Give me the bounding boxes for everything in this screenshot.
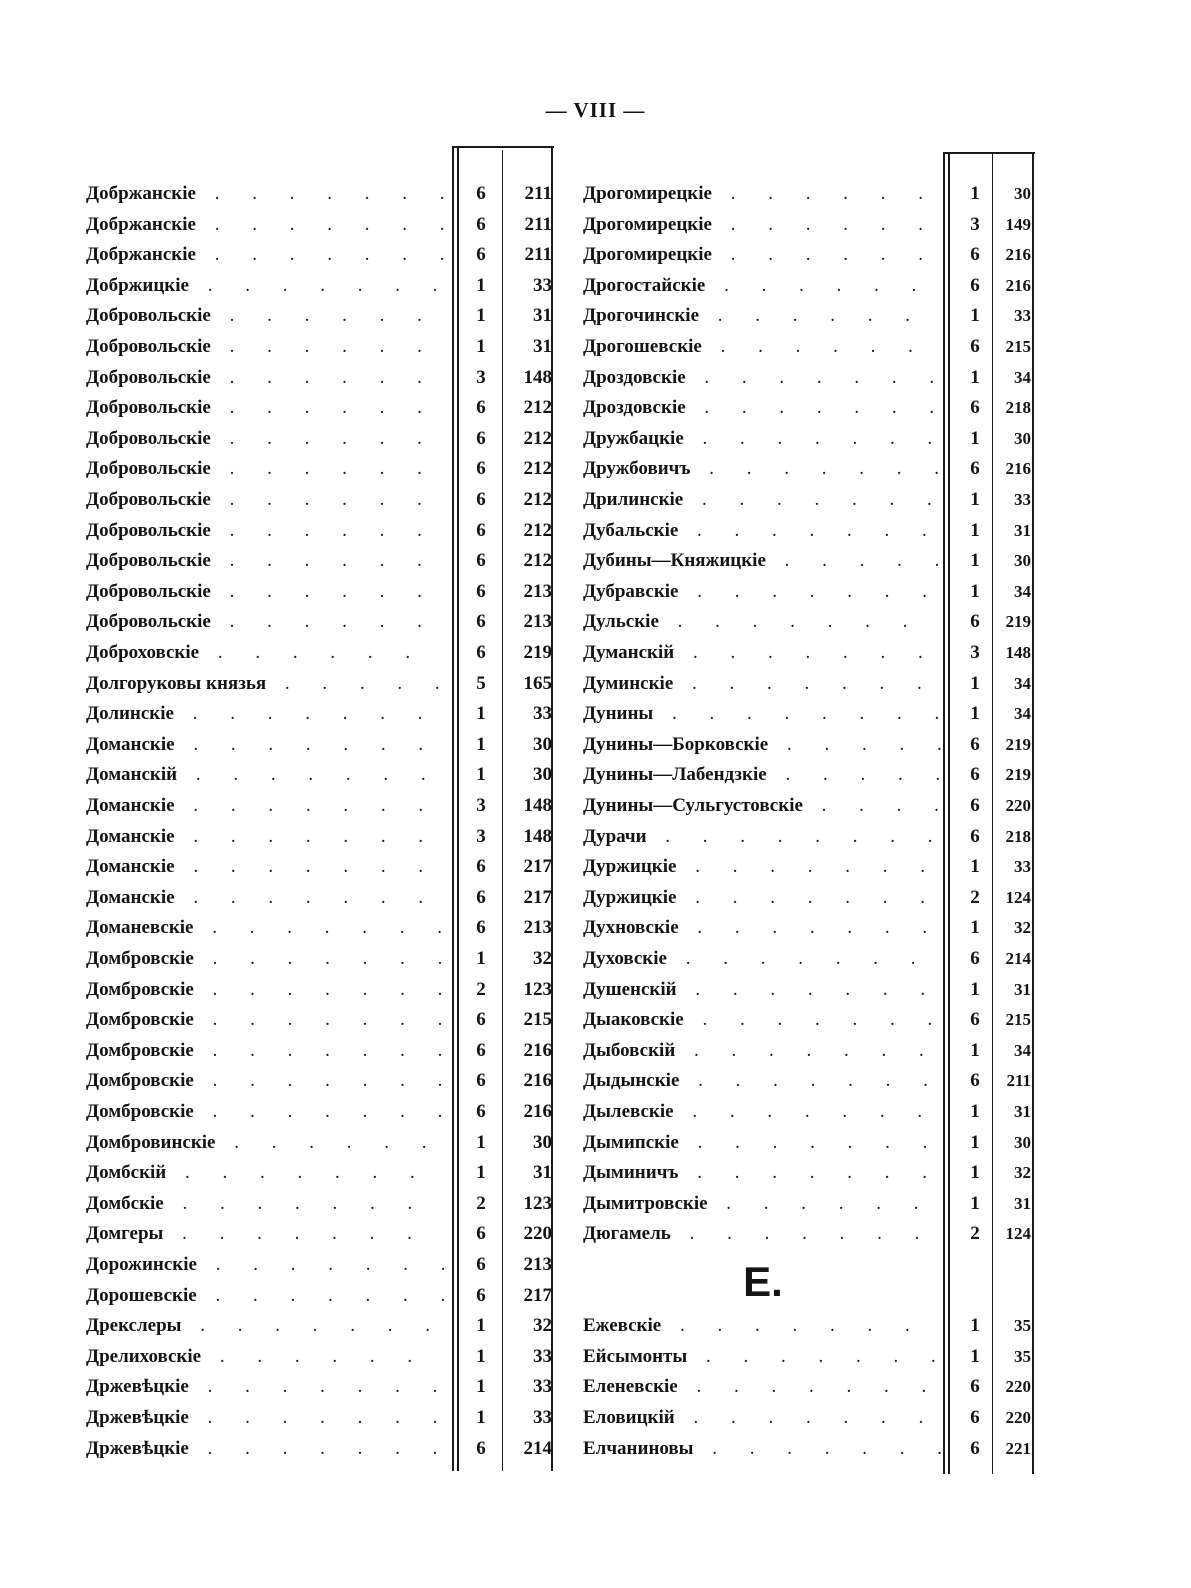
entry-name: Добржанскіе . . <box>86 241 444 269</box>
page-reference: 213 <box>523 1254 552 1275</box>
volume-number: 5 <box>476 672 486 694</box>
page-reference: 220 <box>1005 796 1031 815</box>
page-reference: 220 <box>523 1223 552 1245</box>
page-reference: 34 <box>1014 704 1031 724</box>
volume-number: 1 <box>970 672 980 694</box>
page-number: — VIII — <box>545 98 646 122</box>
volume-number: 6 <box>970 825 980 847</box>
entry-name: Домбровскіе . . <box>86 1006 444 1034</box>
entry-name: Доманскіе . . <box>86 853 444 881</box>
entry-name: Домбскій . . <box>86 1159 444 1187</box>
page-reference: 212 <box>523 458 552 480</box>
page-reference: 211 <box>524 213 552 235</box>
entry-name: Добровольскіе . . <box>86 578 444 606</box>
entry-name: Добржанскіе . . <box>86 211 444 239</box>
page-reference: 214 <box>523 1437 552 1459</box>
volume-number: 6 <box>970 948 980 969</box>
volume-number: 6 <box>970 764 980 786</box>
volume-number: 1 <box>476 336 486 357</box>
volume-number: 3 <box>476 795 486 816</box>
entry-name: Држевѣцкіе . . <box>86 1404 444 1432</box>
volume-number: 1 <box>476 305 486 327</box>
entry-name: Дружбацкіе . . <box>583 425 941 453</box>
page-reference: 34 <box>1014 1040 1031 1060</box>
page-reference: 213 <box>523 580 552 602</box>
volume-number: 3 <box>476 825 486 847</box>
page-reference: 123 <box>523 1192 552 1214</box>
entry-name: Држевѣцкіе . . <box>86 1435 444 1463</box>
volume-number: 2 <box>970 1223 980 1245</box>
entry-name: Домбровскіе . . <box>86 945 444 973</box>
entry-name: Духновскіе . . <box>583 914 941 942</box>
left-table-double-rule-a <box>452 146 454 1471</box>
entry-name: Дыбовскій . . <box>583 1037 941 1065</box>
volume-number: 6 <box>970 458 980 480</box>
page-reference: 35 <box>1014 1316 1031 1336</box>
page-reference: 30 <box>533 764 552 786</box>
entry-name: Дрогочинскіе . . <box>583 302 941 330</box>
volume-number: 1 <box>970 703 980 725</box>
entry-name: Добровольскіе . . <box>86 364 444 392</box>
entry-name: Еленевскіе . . <box>583 1373 941 1401</box>
entry-name: Домбровскіе . . <box>86 1067 444 1095</box>
volume-number: 6 <box>476 917 486 939</box>
entry-name: Домбровскіе . . <box>86 1098 444 1126</box>
page-reference: 214 <box>1005 949 1031 968</box>
volume-number: 6 <box>476 1039 486 1061</box>
volume-number: 6 <box>970 1407 980 1428</box>
right-table-top-rule <box>943 152 1035 154</box>
left-table-top-rule <box>452 146 554 148</box>
entry-name: Дубальскіе . . <box>583 517 941 545</box>
page-reference: 31 <box>1014 979 1031 999</box>
entry-name: Дунины—Сульгустовскіе . . <box>583 792 941 820</box>
volume-number: 6 <box>970 1070 980 1092</box>
page-reference: 216 <box>523 1101 552 1122</box>
page-reference: 148 <box>1005 643 1031 662</box>
entry-name: Доманскіе . . <box>86 792 444 820</box>
entry-name: Дунины . . <box>583 700 941 728</box>
volume-number: 1 <box>476 1407 486 1428</box>
entry-name: Добровольскіе . . <box>86 333 444 361</box>
page-reference: 216 <box>1005 275 1031 295</box>
volume-number: 6 <box>970 795 980 816</box>
volume-number: 6 <box>476 1254 486 1275</box>
entry-name: Дыминичъ . . <box>583 1159 941 1187</box>
entry-name: Добровольскіе . . <box>86 608 444 636</box>
entry-name: Дымитровскіе . . <box>583 1190 941 1218</box>
page-reference: 32 <box>1014 1163 1031 1183</box>
page-reference: 216 <box>523 1039 552 1061</box>
volume-number: 2 <box>476 1192 486 1214</box>
volume-number: 6 <box>476 183 486 204</box>
page-reference: 30 <box>533 1131 552 1153</box>
entry-name: Дунины—Борковскіе . . <box>583 731 941 759</box>
entry-name: Добржицкіе . . <box>86 272 444 300</box>
entry-name: Добржанскіе . . <box>86 180 444 208</box>
page-reference: 33 <box>533 703 552 725</box>
volume-number: 6 <box>970 397 980 419</box>
volume-number: 1 <box>970 519 980 541</box>
entry-name: Добровольскіе . . <box>86 486 444 514</box>
volume-number: 6 <box>476 1437 486 1459</box>
volume-number: 6 <box>476 519 486 541</box>
page-reference: 212 <box>523 427 552 449</box>
entry-name: Добровольскіе . . <box>86 394 444 422</box>
entry-name: Домбровскіе . . <box>86 976 444 1004</box>
page-reference: 219 <box>523 642 552 663</box>
volume-number: 1 <box>970 305 980 327</box>
volume-number: 1 <box>476 703 486 725</box>
entry-name: Дымипскіе . . <box>583 1129 941 1157</box>
entry-name: Дрогошевскіе . . <box>583 333 941 361</box>
volume-number: 6 <box>476 580 486 602</box>
entry-name: Дылевскіе . . <box>583 1098 941 1126</box>
page-reference: 220 <box>1005 1377 1031 1397</box>
volume-number: 1 <box>970 978 980 1000</box>
page-reference: 33 <box>533 274 552 296</box>
page-reference: 33 <box>1014 857 1031 877</box>
page-reference: 30 <box>1014 1132 1031 1152</box>
volume-number: 1 <box>476 1131 486 1153</box>
volume-number: 1 <box>970 1039 980 1061</box>
entry-name: Дрилинскіе . . <box>583 486 941 514</box>
page-reference: 34 <box>1014 581 1031 601</box>
page-reference: 33 <box>1014 306 1031 326</box>
volume-number: 6 <box>970 336 980 357</box>
entry-name: Дюгамель . . <box>583 1220 941 1248</box>
volume-number: 6 <box>970 733 980 755</box>
page-reference: 216 <box>1005 459 1031 479</box>
entry-name: Долгоруковы князья . . <box>86 670 444 698</box>
entry-name: Добровольскіе . . <box>86 517 444 545</box>
entry-name: Добровольскіе . . <box>86 425 444 453</box>
entry-name: Душенскій . . <box>583 976 941 1004</box>
entry-name: Дорожинскіе . . <box>86 1251 444 1279</box>
entry-name: Ейсымонты . . <box>583 1343 941 1371</box>
volume-number: 1 <box>970 1192 980 1214</box>
volume-number: 6 <box>476 856 486 878</box>
page-reference: 219 <box>1005 734 1031 754</box>
entry-name: Домбскіе . . <box>86 1190 444 1218</box>
entry-name: Дрогомирецкіе . . <box>583 211 941 239</box>
volume-number: 2 <box>970 886 980 908</box>
entry-name: Долинскіе . . <box>86 700 444 728</box>
page-reference: 216 <box>523 1070 552 1092</box>
volume-number: 1 <box>970 1131 980 1153</box>
entry-name: Доманскіе . . <box>86 823 444 851</box>
volume-number: 1 <box>476 1315 486 1337</box>
page-reference: 148 <box>523 366 552 388</box>
right-table-double-rule-a <box>943 152 945 1474</box>
entry-name: Дрелиховскіе . . <box>86 1343 444 1371</box>
volume-number: 1 <box>476 764 486 786</box>
entry-name: Дроздовскіе . . <box>583 394 941 422</box>
volume-number: 1 <box>476 948 486 969</box>
volume-number: 1 <box>476 1162 486 1184</box>
entry-name: Дубравскіе . . <box>583 578 941 606</box>
volume-number: 3 <box>970 213 980 235</box>
volume-number: 6 <box>476 489 486 510</box>
page-reference: 217 <box>523 856 552 878</box>
page-reference: 218 <box>1005 398 1031 418</box>
volume-number: 1 <box>970 917 980 939</box>
volume-number: 1 <box>970 1101 980 1122</box>
entry-name: Дроздовскіе . . <box>583 364 941 392</box>
entry-name: Добровольскіе . . <box>86 455 444 483</box>
page-reference: 32 <box>533 948 552 969</box>
page-reference: 31 <box>1014 520 1031 540</box>
page-reference: 32 <box>533 1315 552 1337</box>
page-reference: 217 <box>523 886 552 908</box>
page-reference: 30 <box>533 733 552 755</box>
page-reference: 148 <box>523 795 552 816</box>
page-reference: 33 <box>533 1407 552 1428</box>
page-reference: 31 <box>533 1162 552 1184</box>
volume-number: 1 <box>970 489 980 510</box>
volume-number: 6 <box>970 611 980 633</box>
page-reference: 30 <box>1014 551 1031 571</box>
page-reference: 33 <box>1014 490 1031 509</box>
page-reference: 34 <box>1014 673 1031 693</box>
volume-number: 3 <box>970 642 980 663</box>
page-reference: 32 <box>1014 918 1031 938</box>
page-reference: 217 <box>523 1284 552 1306</box>
volume-number: 3 <box>476 366 486 388</box>
page-reference: 124 <box>1005 1224 1031 1244</box>
page-reference: 213 <box>523 917 552 939</box>
entry-name: Еловицкій . . <box>583 1404 941 1432</box>
entry-name: Дрекслеры . . <box>86 1312 444 1340</box>
volume-number: 1 <box>476 1376 486 1398</box>
page-reference: 33 <box>533 1345 552 1367</box>
page-reference: 149 <box>1005 214 1031 234</box>
volume-number: 6 <box>476 550 486 572</box>
entry-name: Дружбовичъ . . <box>583 455 941 483</box>
entry-name: Дорошевскіе . . <box>86 1282 444 1310</box>
page-reference: 213 <box>523 611 552 633</box>
entry-name: Добровольскіе . . <box>86 302 444 330</box>
page-reference: 148 <box>523 825 552 847</box>
volume-number: 6 <box>476 1223 486 1245</box>
page-reference: 212 <box>523 489 552 510</box>
page-reference: 211 <box>524 244 552 266</box>
page-reference: 215 <box>1005 1010 1031 1030</box>
entry-name: Дрогомирецкіе . . <box>583 241 941 269</box>
entry-name: Дубины—Княжицкіе . . <box>583 547 941 575</box>
page-reference: 31 <box>1014 1102 1031 1121</box>
entry-name: Духовскіе . . <box>583 945 941 973</box>
volume-number: 1 <box>970 366 980 388</box>
entry-name: Дыаковскіе . . <box>583 1006 941 1034</box>
volume-number: 6 <box>970 1437 980 1459</box>
volume-number: 6 <box>476 213 486 235</box>
volume-number: 1 <box>970 427 980 449</box>
volume-number: 6 <box>476 397 486 419</box>
page-reference: 218 <box>1005 826 1031 846</box>
page-reference: 30 <box>1014 184 1031 203</box>
volume-number: 6 <box>970 244 980 266</box>
volume-number: 6 <box>476 611 486 633</box>
page-reference: 211 <box>524 183 552 204</box>
left-table-double-rule-b <box>457 146 459 1471</box>
entry-name: Дыдынскіе . . <box>583 1067 941 1095</box>
entry-name: Дуржицкіе . . <box>583 884 941 912</box>
page-reference: 216 <box>1005 245 1031 265</box>
right-table-right-rule <box>1032 152 1034 1474</box>
page-reference: 34 <box>1014 367 1031 387</box>
volume-number: 1 <box>970 183 980 204</box>
volume-number: 6 <box>476 1284 486 1306</box>
volume-number: 1 <box>970 1315 980 1337</box>
page-reference: 31 <box>533 305 552 327</box>
entry-name: Доманскіе . . <box>86 884 444 912</box>
page-reference: 215 <box>523 1009 552 1031</box>
entry-name: Дрогомирецкіе . . <box>583 180 941 208</box>
volume-number: 6 <box>970 1376 980 1398</box>
page-reference: 31 <box>1014 1193 1031 1213</box>
volume-number: 1 <box>476 274 486 296</box>
entry-name: Дрогостайскіе . . <box>583 272 941 300</box>
page-reference: 35 <box>1014 1346 1031 1366</box>
volume-number: 6 <box>476 642 486 663</box>
page-reference: 221 <box>1005 1438 1031 1458</box>
left-table-mid-rule <box>502 150 503 1471</box>
entry-name: Домбровскіе . . <box>86 1037 444 1065</box>
volume-number: 1 <box>970 1162 980 1184</box>
volume-number: 1 <box>970 580 980 602</box>
entry-name: Дунины—Лабендзкіе . . <box>583 761 941 789</box>
volume-number: 1 <box>476 733 486 755</box>
volume-number: 6 <box>970 1009 980 1031</box>
volume-number: 1 <box>970 856 980 878</box>
entry-name: Доманскіе . . <box>86 731 444 759</box>
page-reference: 211 <box>1006 1071 1031 1091</box>
volume-number: 6 <box>476 244 486 266</box>
page-reference: 30 <box>1014 428 1031 448</box>
page-reference: 124 <box>1005 887 1031 907</box>
volume-number: 6 <box>970 274 980 296</box>
volume-number: 1 <box>970 1345 980 1367</box>
volume-number: 6 <box>476 1101 486 1122</box>
entry-name: Домгеры . . <box>86 1220 444 1248</box>
page-reference: 31 <box>533 336 552 357</box>
entry-name: Дуржицкіе . . <box>583 853 941 881</box>
entry-name: Држевѣцкіе . . <box>86 1373 444 1401</box>
entry-name: Елчаниновы . . <box>583 1435 941 1463</box>
entry-name: Ежевскіе . . <box>583 1312 941 1340</box>
volume-number: 6 <box>476 1009 486 1031</box>
volume-number: 6 <box>476 427 486 449</box>
entry-name: Доманскій . . <box>86 761 444 789</box>
entry-name: Дульскіе . . <box>583 608 941 636</box>
page-reference: 212 <box>523 550 552 572</box>
page-reference: 219 <box>1005 765 1031 785</box>
right-table-double-rule-b <box>948 152 950 1474</box>
entry-name: Добровольскіе . . <box>86 547 444 575</box>
page-reference: 212 <box>523 519 552 541</box>
page-reference: 212 <box>523 397 552 419</box>
volume-number: 1 <box>476 1345 486 1367</box>
page-reference: 220 <box>1005 1408 1031 1427</box>
section-letter: Е. <box>743 1258 783 1305</box>
entry-name: Думинскіе . . <box>583 670 941 698</box>
page-reference: 33 <box>533 1376 552 1398</box>
entry-name: Думанскій . . <box>583 639 941 667</box>
page-reference: 165 <box>523 672 552 694</box>
volume-number: 6 <box>476 886 486 908</box>
entry-name: Доброховскіе . . <box>86 639 444 667</box>
entry-name: Дурачи . . <box>583 823 941 851</box>
volume-number: 1 <box>970 550 980 572</box>
entry-name: Домбровинскіе . . <box>86 1129 444 1157</box>
page-reference: 215 <box>1005 337 1031 356</box>
page-reference: 219 <box>1005 612 1031 632</box>
volume-number: 2 <box>476 978 486 1000</box>
volume-number: 6 <box>476 458 486 480</box>
volume-number: 6 <box>476 1070 486 1092</box>
page-reference: 123 <box>523 978 552 1000</box>
entry-name: Доманевскіе . . <box>86 914 444 942</box>
